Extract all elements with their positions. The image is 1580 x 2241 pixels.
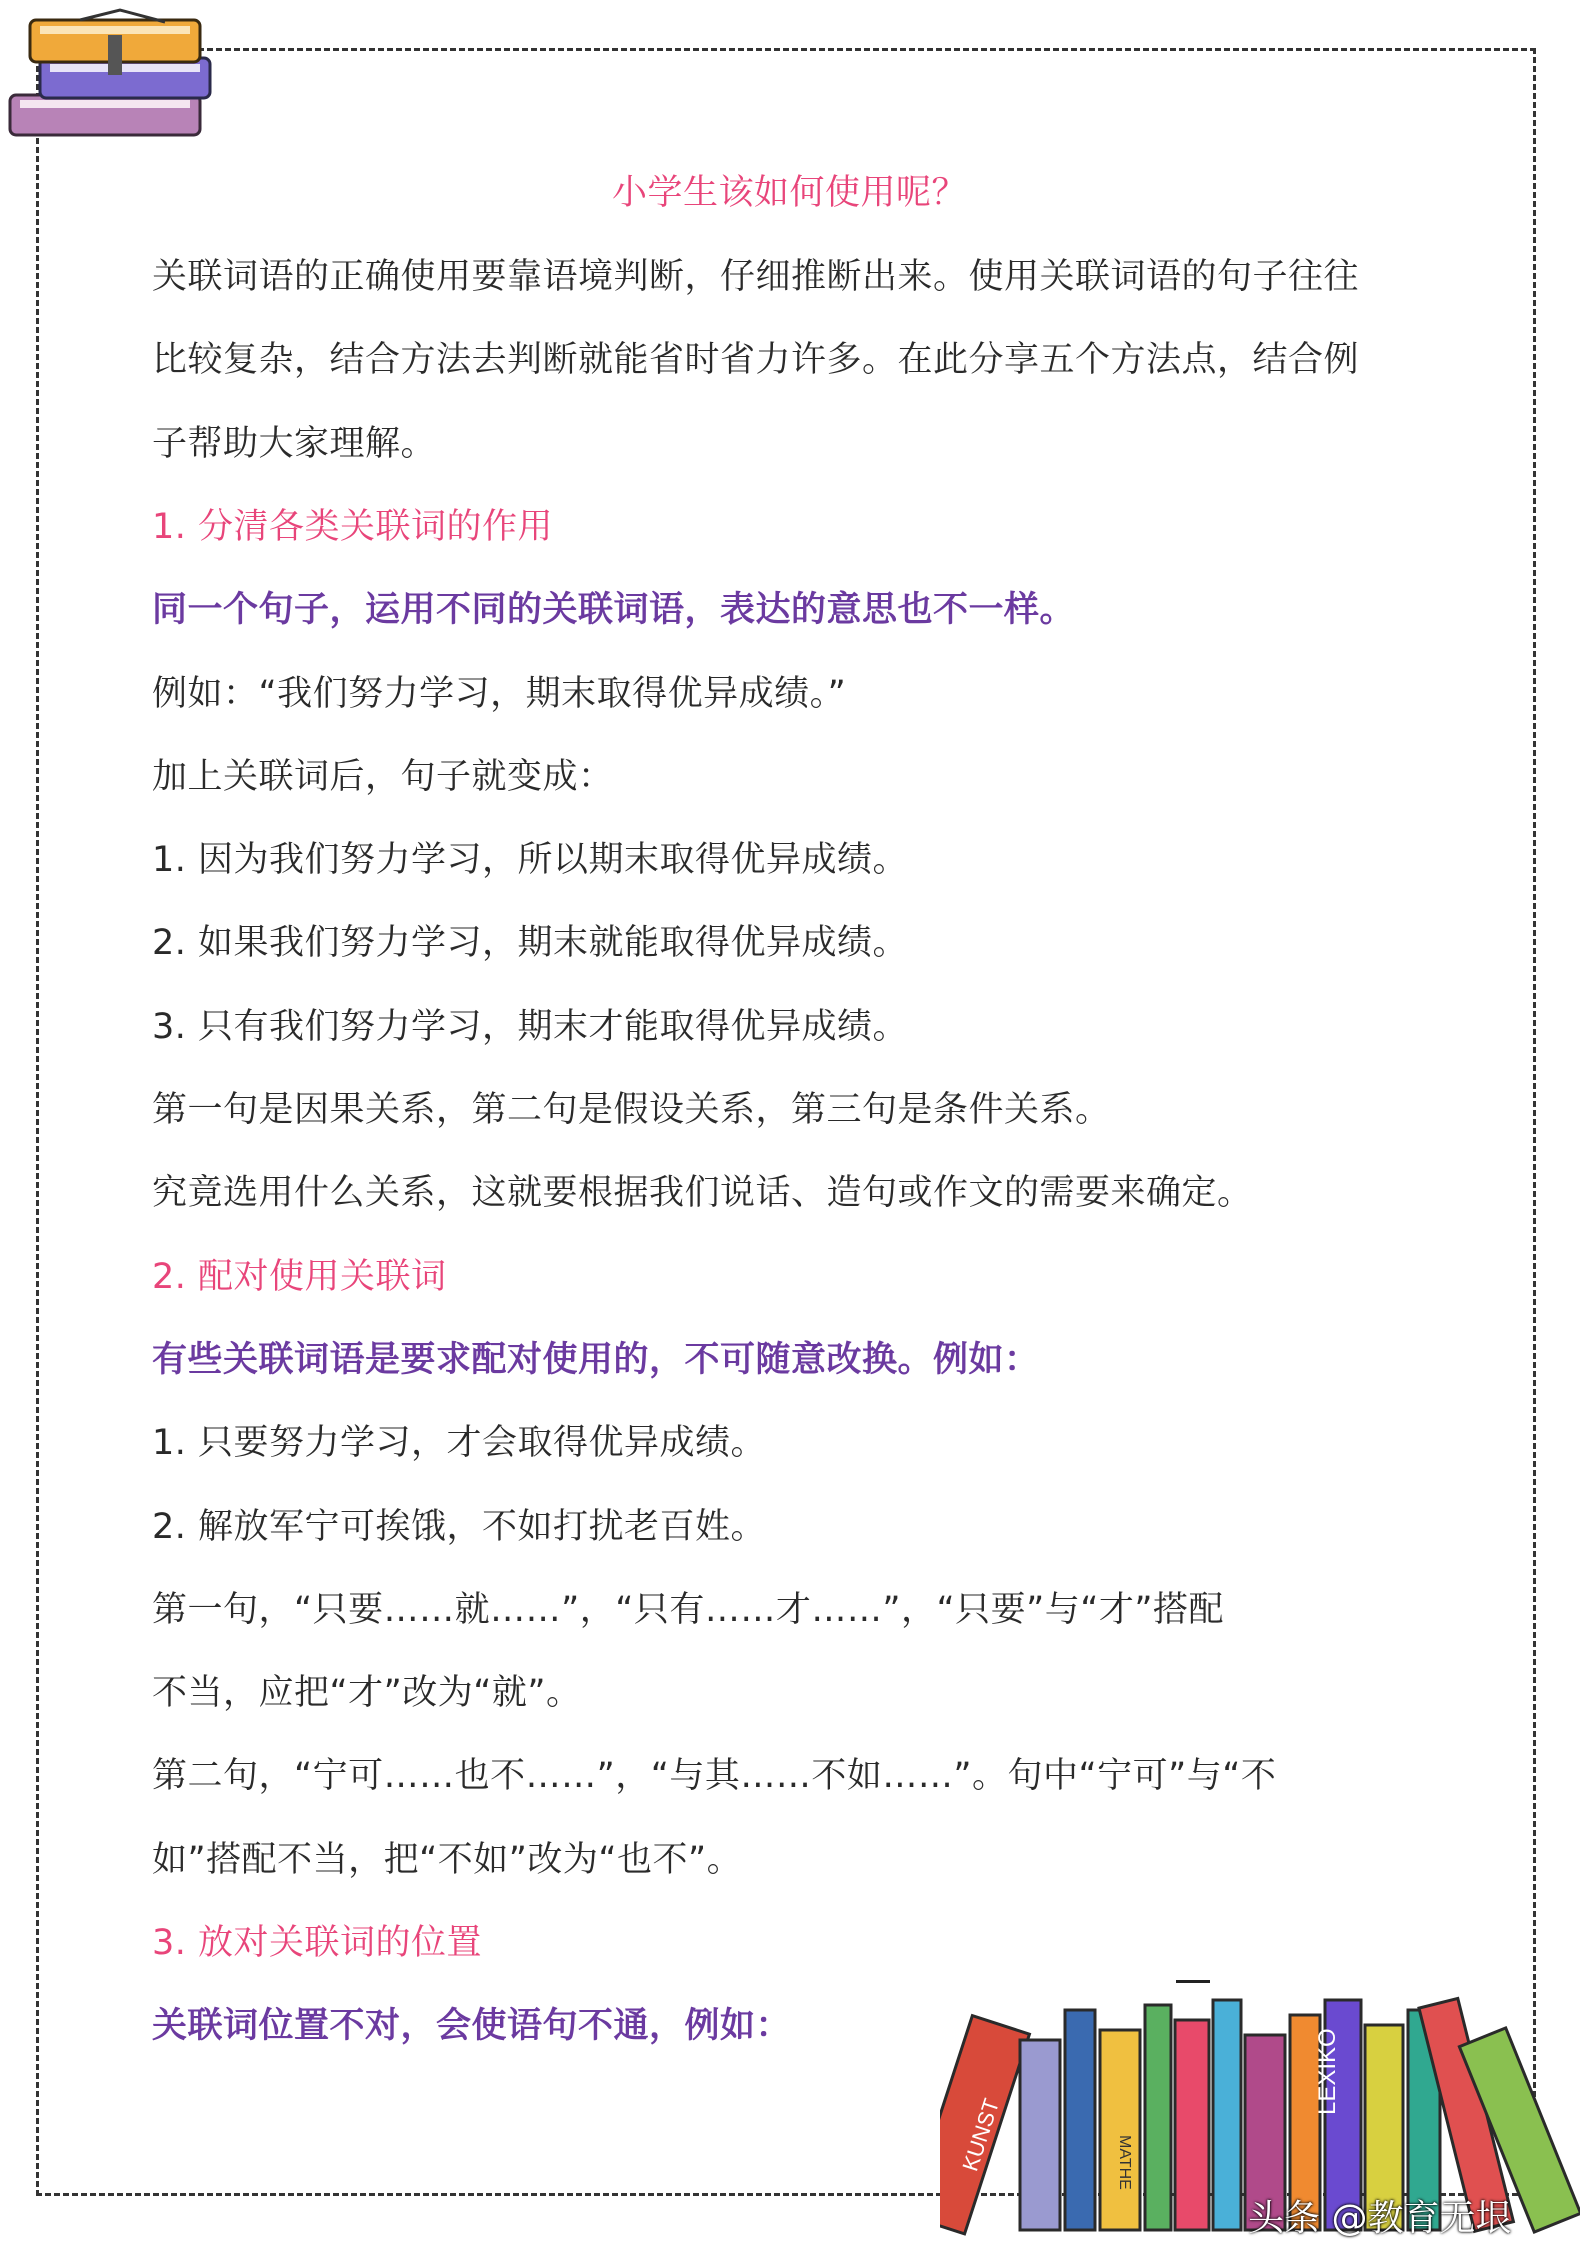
paragraph-line: 2. 如果我们努力学习，期末就能取得优异成绩。 [152,923,909,964]
paragraph-line: 3. 只有我们努力学习，期末才能取得优异成绩。 [152,1006,909,1047]
section-heading: 3. 放对关联词的位置 [152,1923,483,1963]
paragraph-line: 第二句，“宁可……也不……”，“与其……不如……”。句中“宁可”与“不 [152,1756,1277,1797]
emphasis-line: 有些关联词语是要求配对使用的，不可随意改换。例如： [152,1339,1040,1380]
paragraph-line: 不当，应把“才”改为“就”。 [152,1673,582,1714]
section-heading: 2. 配对使用关联词 [152,1256,447,1297]
watermark: 头条 @教育无垠 [1248,2198,1512,2239]
paragraph-line: 究竟选用什么关系，这就要根据我们说话、造句或作文的需要来确定。 [152,1173,1253,1214]
spine-label-lexiko: LEXIKO [1314,2028,1341,2115]
books-stack-illustration [0,0,230,150]
paragraph-line: 1. 只要努力学习，才会取得优异成绩。 [152,1423,767,1464]
spine-label-mathe: MATHE [1116,2135,1133,2190]
spine-label-kunst: KUNST [957,2095,1005,2175]
paragraph-line: 关联词语的正确使用要靠语境判断，仔细推断出来。使用关联词语的句子往往 [152,257,1360,297]
paragraph-line: 比较复杂，结合方法去判断就能省时省力许多。在此分享五个方法点，结合例 [152,340,1360,381]
paragraph-line: 第一句，“只要……就……”，“只有……才……”，“只要”与“才”搭配 [152,1589,1225,1630]
paragraph-line: 加上关联词后，句子就变成： [152,756,614,797]
paragraph-line: 例如：“我们努力学习，期末取得优异成绩。” [152,673,847,714]
paragraph-line: 如”搭配不当，把“不如”改为“也不”。 [152,1839,743,1880]
paragraph-line: 第一句是因果关系，第二句是假设关系，第三句是条件关系。 [152,1090,1111,1130]
article-title: 小学生该如何使用呢？ [612,173,968,213]
emphasis-line: 关联词位置不对，会使语句不通，例如： [152,2006,792,2047]
paragraph-line: 2. 解放军宁可挨饿，不如打扰老百姓。 [152,1506,767,1547]
paragraph-line: 子帮助大家理解。 [152,423,437,464]
emphasis-line: 同一个句子，运用不同的关联词语，表达的意思也不一样。 [152,590,1076,631]
paragraph-line: 1. 因为我们努力学习，所以期末取得优异成绩。 [152,840,909,881]
section-heading: 1. 分清各类关联词的作用 [152,506,554,547]
